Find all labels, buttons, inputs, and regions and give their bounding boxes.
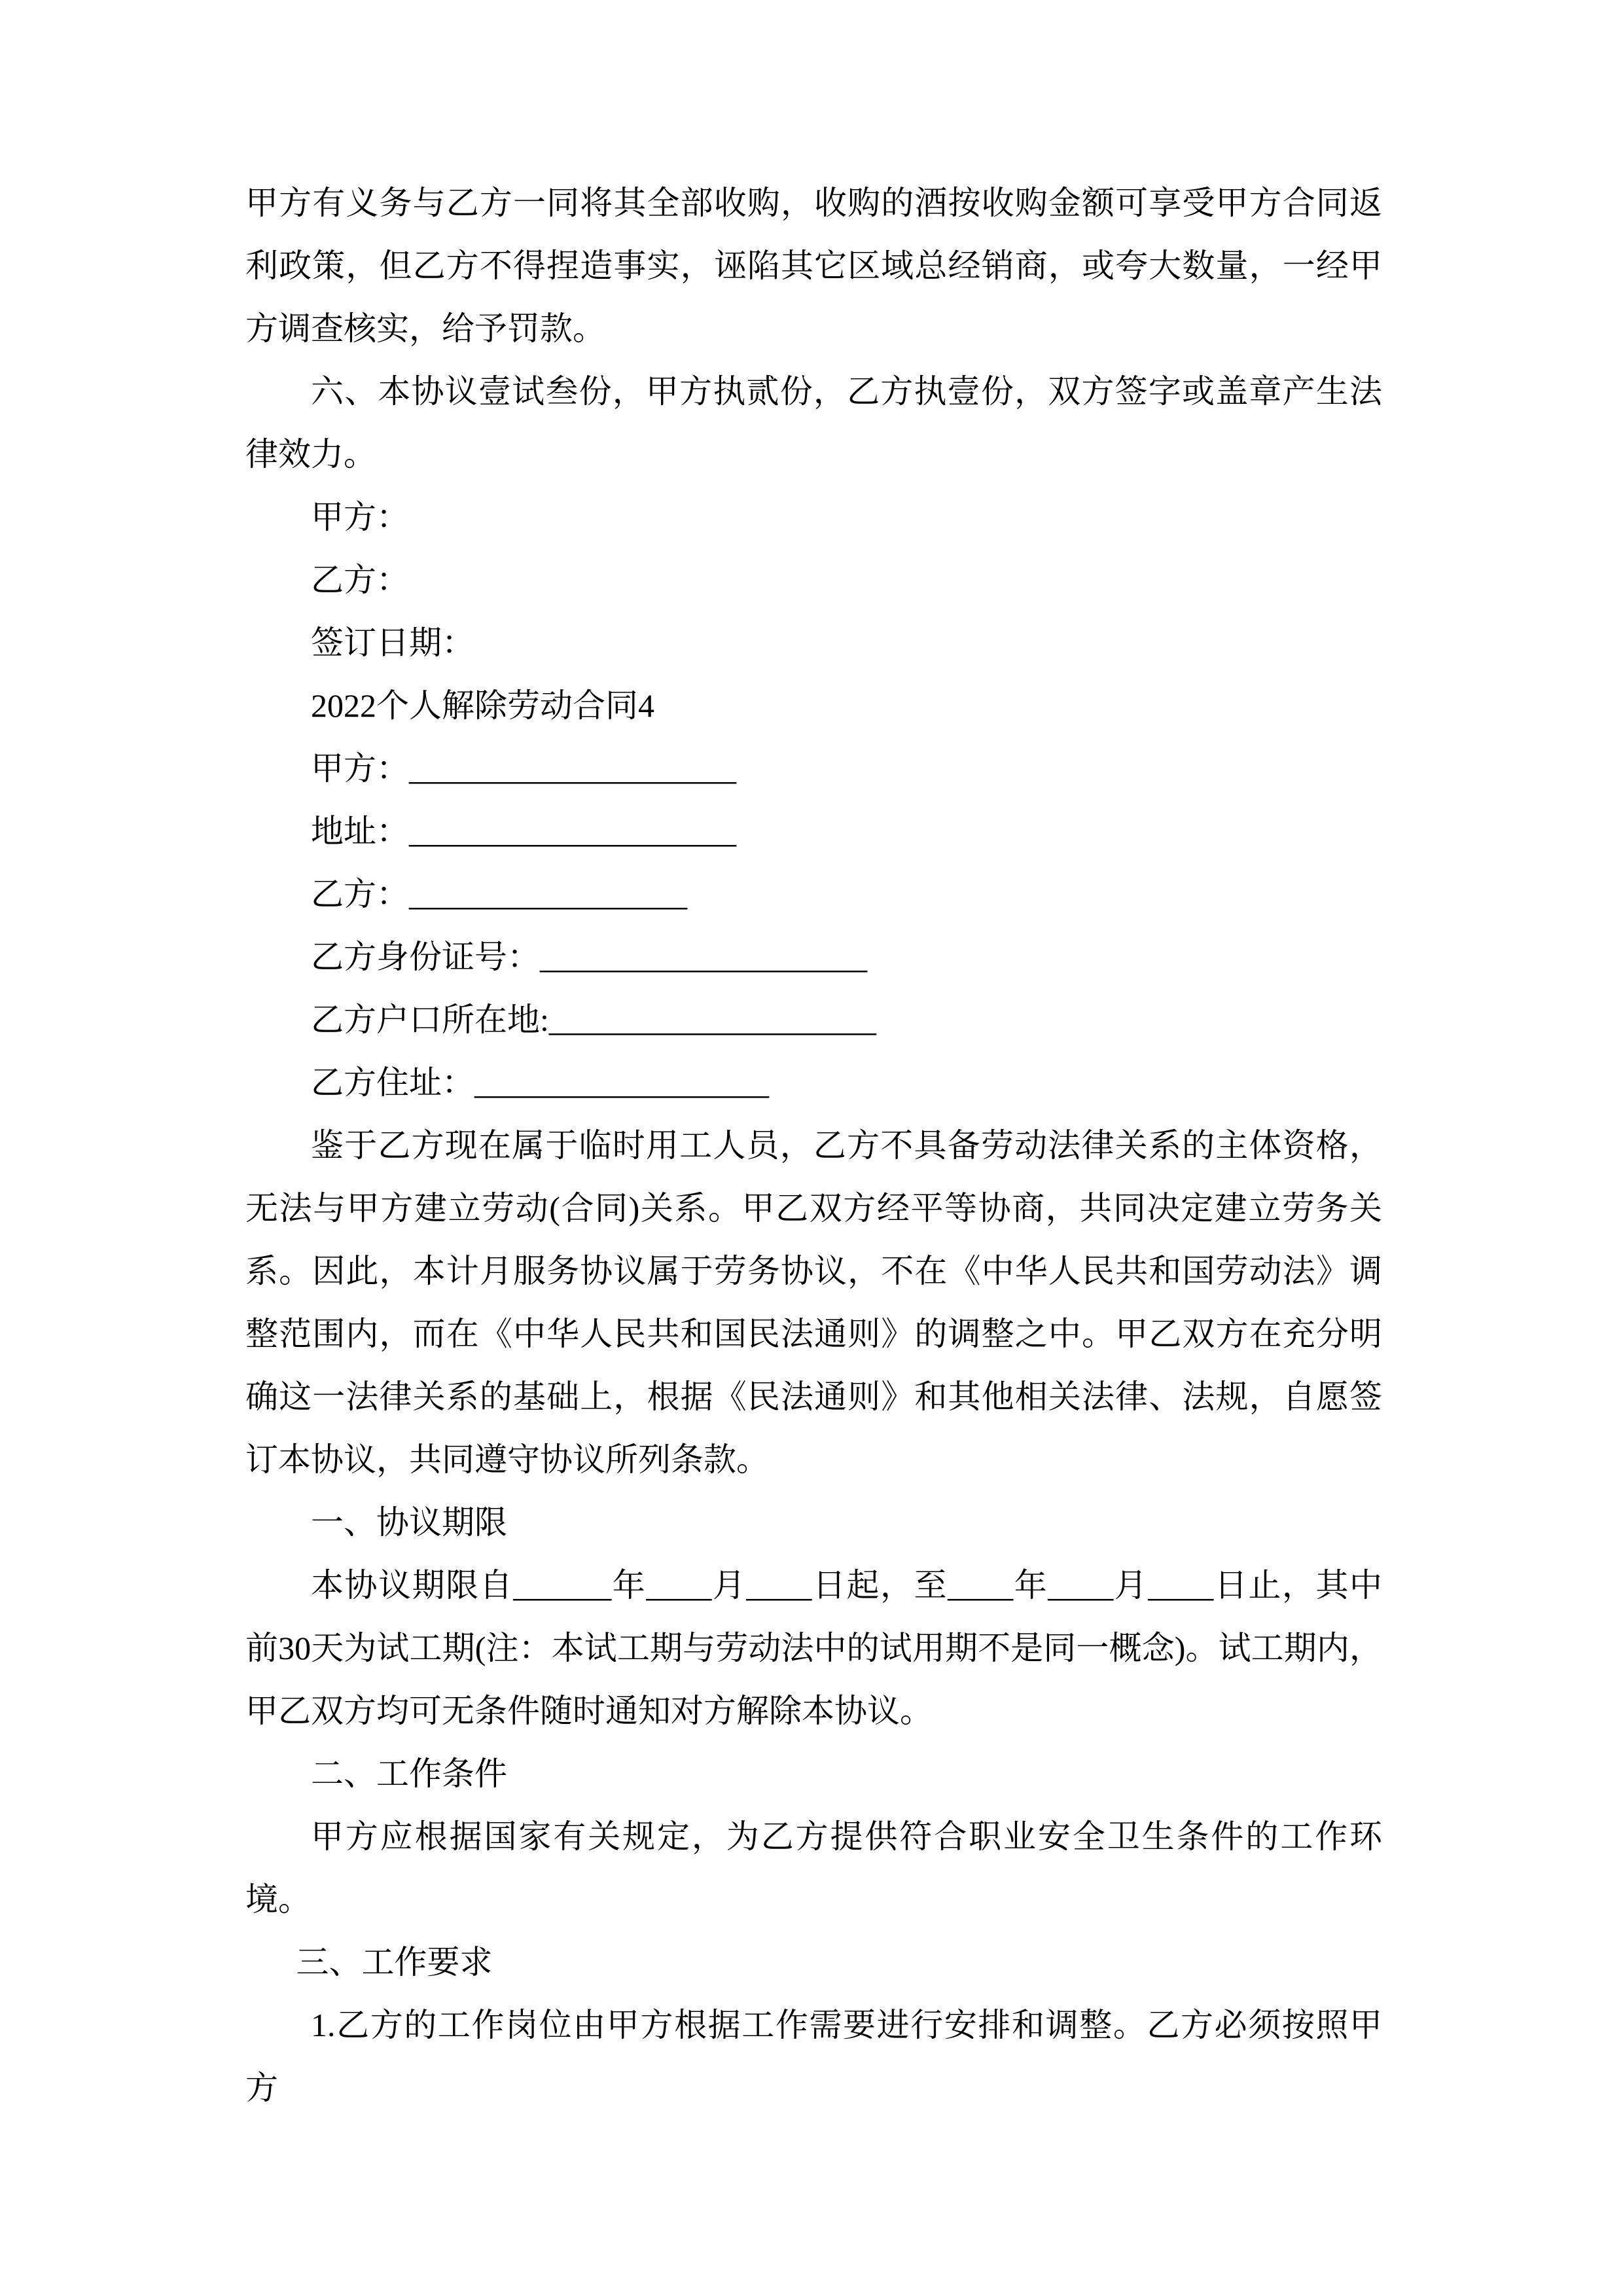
field-party-a-blank: 甲方：____________________ — [311, 750, 736, 787]
signature-label-date: 签订日期： — [311, 624, 474, 661]
document-subtitle: 2022个人解除劳动合同4 — [311, 687, 654, 724]
signature-label-party-b: 乙方： — [311, 562, 409, 598]
field-party-b-blank: 乙方：_________________ — [311, 876, 687, 912]
paragraph-work-requirements-item-one: 1.乙方的工作岗位由甲方根据工作需要进行安排和调整。乙方必须按照甲方 — [245, 2007, 1382, 2106]
paragraph-preamble-labor-service-relationship: 鉴于乙方现在属于临时用工人员，乙方不具备劳动法律关系的主体资格，无法与甲方建立劳动(合同)关系。甲乙双方经平等协商，共同决定建立劳务关系。因此，本计月服务协议属于劳务协议，不在《中华人民共和国劳动法》调整范围内，而在《中华人民共和国民法通则》的调整之中。甲乙双方在充分明确这一法律关系的基础上，根据《民法通则》和其他相关法律、法规，自愿签订本协议，共同遵守协议所列条款。 — [245, 1127, 1382, 1478]
heading-section-three-work-requirements: 三、工作要求 — [296, 1944, 493, 1981]
heading-section-two-working-conditions: 二、工作条件 — [311, 1755, 507, 1792]
paragraph-repurchase-clause-continuation: 甲方有义务与乙方一同将其全部收购，收购的酒按收购金额可享受甲方合同返利政策，但乙方不得捏造事实，诬陷其它区域总经销商，或夸大数量，一经甲方调查核实，给予罚款。 — [245, 185, 1382, 347]
field-party-b-id-number-blank: 乙方身份证号：____________________ — [311, 939, 867, 975]
paragraph-agreement-term-dates: 本协议期限自______年____月____日起，至____年____月____日止，其中前30天为试工期(注：本试工期与劳动法中的试用期不是同一概念)。试工期内，甲乙双方均可无条件随时通知对方解除本协议。 — [245, 1567, 1382, 1729]
field-party-b-household-registration-blank: 乙方户口所在地:____________________ — [311, 1001, 876, 1038]
paragraph-working-conditions: 甲方应根据国家有关规定，为乙方提供符合职业安全卫生条件的工作环境。 — [245, 1818, 1382, 1918]
signature-label-party-a: 甲方： — [311, 499, 409, 535]
heading-section-one-agreement-term: 一、协议期限 — [311, 1504, 507, 1541]
field-address-blank: 地址：____________________ — [311, 813, 736, 850]
paragraph-clause-six-copies: 六、本协议壹试叁份，甲方执贰份，乙方执壹份，双方签字或盖章产生法律效力。 — [245, 373, 1382, 473]
field-party-b-residence-blank: 乙方住址：__________________ — [311, 1064, 769, 1101]
